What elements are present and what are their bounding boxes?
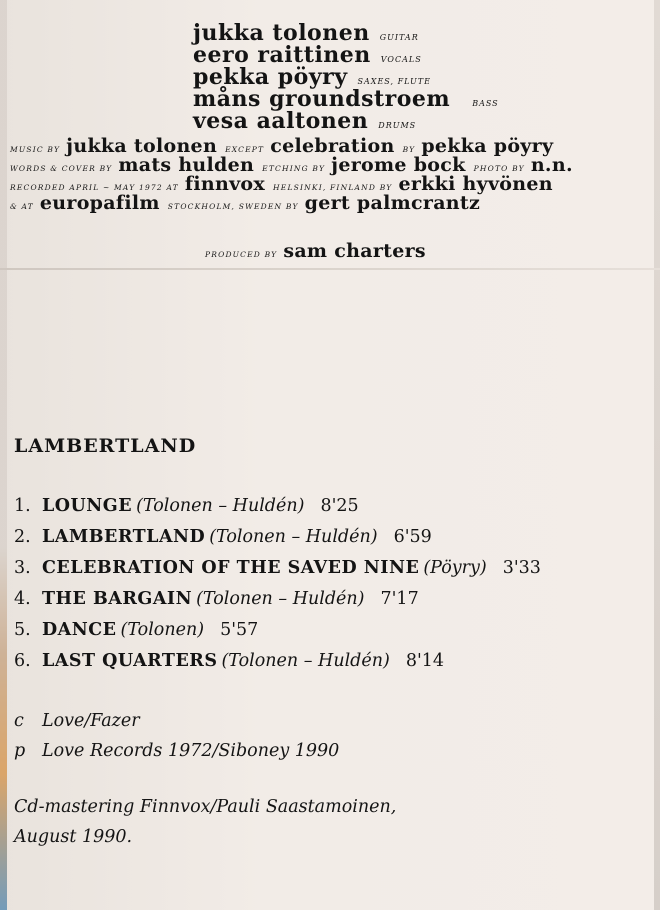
track-title: LAMBERTLAND (42, 527, 206, 547)
except-by-label: BY (402, 145, 416, 154)
track-number: 5. (14, 620, 31, 640)
track-number: 6. (14, 651, 31, 671)
track-row (14, 584, 654, 615)
track-title: LAST QUARTERS (42, 651, 218, 671)
album-title: LAMBERTLAND (14, 435, 197, 457)
track-row (14, 646, 654, 677)
track-composer: (Tolonen) (120, 620, 205, 640)
produced-by-line (205, 240, 434, 262)
band-member (193, 110, 499, 132)
track-duration: 5'57 (220, 620, 259, 640)
producer-name: sam charters (283, 240, 426, 262)
track-duration: 6'59 (393, 527, 432, 547)
track-duration: 8'14 (405, 651, 445, 671)
composer-name: jukka tolonen (66, 135, 218, 157)
copyright-line (14, 706, 654, 736)
and-at-label: & AT (10, 202, 34, 211)
music-by-label: MUSIC BY (10, 145, 61, 154)
engineer2: gert palmcrantz (304, 192, 481, 214)
engineer1: erkki hyvönen (398, 173, 553, 195)
phonogram-holder: Love Records 1972/Siboney 1990 (42, 741, 340, 761)
except-composer: pekka pöyry (421, 135, 554, 157)
member-role: GUITAR (379, 33, 419, 42)
mastering-line-2: August 1990. (14, 827, 133, 847)
member-name: pekka pöyry (193, 64, 348, 90)
band-member (193, 22, 499, 44)
etching-by: jerome bock (331, 154, 466, 176)
member-role: BASS (472, 99, 499, 108)
track-composer: (Tolonen – Huldén) (209, 527, 378, 547)
track-composer: (Tolonen – Huldén) (136, 496, 305, 516)
track-duration: 3'33 (502, 558, 541, 578)
phonogram-line (14, 736, 654, 766)
phonogram-letter: p (14, 741, 26, 761)
credits-block (10, 137, 655, 213)
member-name: måns groundstroem (193, 86, 451, 112)
track-composer: (Tolonen – Huldén) (221, 651, 390, 671)
track-row (14, 491, 654, 522)
band-member (193, 66, 499, 88)
photo-by: n.n. (530, 154, 573, 176)
copyright-holder: Love/Fazer (42, 711, 140, 731)
band-member (193, 44, 499, 66)
mastering-note (14, 792, 654, 852)
credit-line-words (10, 156, 655, 175)
studio1-location: HELSINKI, FINLAND BY (273, 183, 393, 192)
studio-europafilm: europafilm (39, 192, 160, 214)
track-duration: 7'17 (380, 589, 419, 609)
left-edge-shadow (0, 0, 7, 910)
track-title: CELEBRATION OF THE SAVED NINE (42, 558, 420, 578)
track-row (14, 522, 654, 553)
member-name: eero raittinen (193, 42, 371, 68)
track-duration: 8'25 (320, 496, 359, 516)
member-name: vesa aaltonen (193, 108, 369, 134)
track-number: 2. (14, 527, 31, 547)
member-role: SAXES, FLUTE (357, 77, 431, 86)
track-title: LOUNGE (42, 496, 133, 516)
etching-label: ETCHING BY (262, 164, 326, 173)
track-composer: (Tolonen – Huldén) (196, 589, 365, 609)
track-number: 1. (14, 496, 31, 516)
copyright-letter: c (14, 711, 24, 731)
words-label: WORDS & COVER BY (10, 164, 113, 173)
recorded-label: RECORDED APRIL ~ MAY 1972 AT (10, 183, 179, 192)
track-row (14, 553, 654, 584)
except-track: celebration (270, 135, 395, 157)
track-number: 3. (14, 558, 31, 578)
fold-line (0, 268, 660, 270)
produced-label: PRODUCED BY (205, 250, 278, 259)
band-member (193, 88, 499, 110)
rights-block (14, 706, 654, 766)
studio2-location: STOCKHOLM, SWEDEN BY (167, 202, 299, 211)
words-by: mats hulden (118, 154, 255, 176)
credit-line-europafilm (10, 194, 655, 213)
member-role: DRUMS (378, 121, 417, 130)
photo-label: PHOTO BY (473, 164, 525, 173)
member-role: VOCALS (380, 55, 422, 64)
studio-finnvox: finnvox (184, 173, 266, 195)
member-name: jukka tolonen (193, 20, 370, 46)
mastering-line-1: Cd-mastering Finnvox/Pauli Saastamoinen, (14, 797, 397, 817)
track-title: THE BARGAIN (42, 589, 193, 609)
track-number: 4. (14, 589, 31, 609)
track-title: DANCE (42, 620, 117, 640)
band-lineup (193, 22, 499, 132)
track-row (14, 615, 654, 646)
except-label: EXCEPT (225, 145, 265, 154)
track-composer: (Pöyry) (423, 558, 487, 578)
tracklist-section (14, 433, 654, 852)
